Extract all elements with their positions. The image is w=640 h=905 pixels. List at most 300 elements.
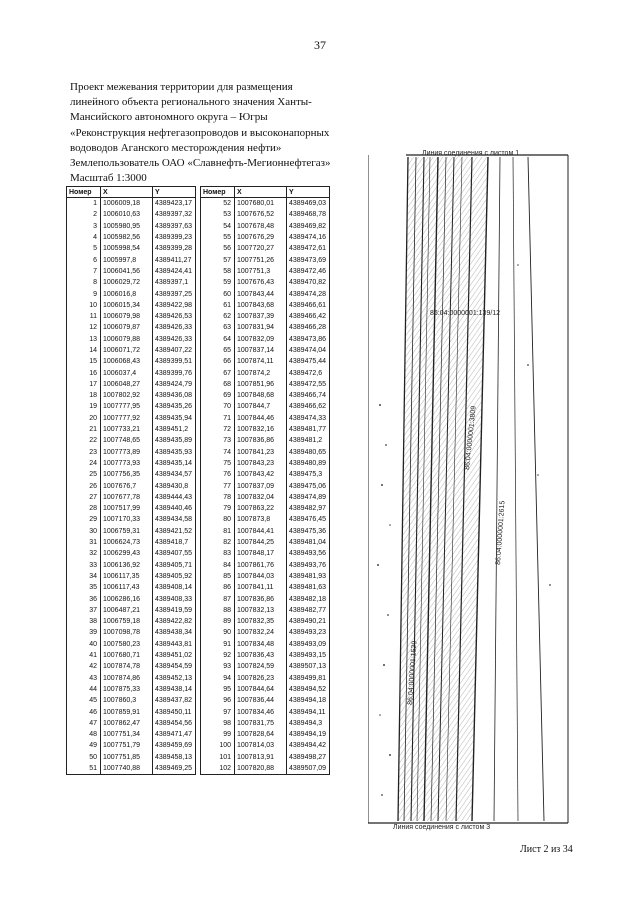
table-row — [201, 560, 330, 571]
table-row — [67, 503, 196, 514]
coordinate-x: 1007828,64 — [235, 729, 287, 740]
table-row — [201, 650, 330, 661]
point-number: 55 — [201, 232, 235, 243]
point-number: 72 — [201, 424, 235, 435]
table-row — [67, 311, 196, 322]
point-number: 14 — [67, 345, 101, 356]
coordinate-y: 4389422,82 — [153, 616, 196, 627]
coordinate-y: 4389466,74 — [287, 390, 330, 401]
coordinate-y: 4389440,46 — [153, 503, 196, 514]
table-row — [67, 232, 196, 243]
coordinate-x: 1007843,44 — [235, 288, 287, 299]
point-number: 29 — [67, 514, 101, 525]
coordinate-x: 1007874,2 — [235, 367, 287, 378]
coordinate-y: 4389474,33 — [287, 413, 330, 424]
coordinate-x: 1007680,01 — [235, 198, 287, 210]
coordinate-y: 4389494,19 — [287, 729, 330, 740]
point-number: 41 — [67, 650, 101, 661]
heading-line: «Реконструкция нефтегазопроводов и высоконапорных — [70, 126, 330, 139]
point-number: 7 — [67, 266, 101, 277]
point-number: 69 — [201, 390, 235, 401]
coordinate-y: 4389435,94 — [153, 413, 196, 424]
table-row — [67, 447, 196, 458]
table-row — [201, 345, 330, 356]
coordinate-y: 4389480,65 — [287, 447, 330, 458]
coordinate-y: 4389397,25 — [153, 288, 196, 299]
table-row — [67, 221, 196, 232]
coordinate-x: 1007676,7 — [101, 480, 153, 491]
coordinate-x: 1007834,48 — [235, 639, 287, 650]
point-number: 21 — [67, 424, 101, 435]
coordinate-x: 1007098,78 — [101, 627, 153, 638]
table-row — [201, 401, 330, 412]
point-number: 42 — [67, 661, 101, 672]
point-number: 56 — [201, 243, 235, 254]
coordinate-y: 4389443,81 — [153, 639, 196, 650]
point-number: 53 — [201, 209, 235, 220]
point-number: 23 — [67, 447, 101, 458]
coordinate-y: 4389454,59 — [153, 661, 196, 672]
coordinate-x: 1007843,42 — [235, 469, 287, 480]
point-number: 97 — [201, 706, 235, 717]
table-row — [201, 469, 330, 480]
point-number: 76 — [201, 469, 235, 480]
point-number: 75 — [201, 458, 235, 469]
point-number: 49 — [67, 740, 101, 751]
coordinate-x: 1006071,72 — [101, 345, 153, 356]
coordinate-x: 1006016,8 — [101, 288, 153, 299]
table-row — [201, 763, 330, 775]
heading-line: Землепользователь ОАО «Славнефть-Мегионнефтегаз» — [70, 157, 331, 170]
coordinate-x: 1007832,13 — [235, 605, 287, 616]
table-row — [201, 729, 330, 740]
coordinate-x: 1007751,26 — [235, 254, 287, 265]
coordinate-y: 4389481,2 — [287, 435, 330, 446]
point-number: 90 — [201, 627, 235, 638]
coordinate-x: 1006759,18 — [101, 616, 153, 627]
coordinate-x: 1006286,16 — [101, 593, 153, 604]
point-number: 38 — [67, 616, 101, 627]
junction-label-top: Линия соединения с листом 1 — [422, 150, 520, 157]
coordinate-y: 4389405,71 — [153, 560, 196, 571]
table-header-row — [67, 187, 196, 198]
point-number: 79 — [201, 503, 235, 514]
point-number: 6 — [67, 254, 101, 265]
coordinate-x: 1007844,46 — [235, 413, 287, 424]
point-number: 24 — [67, 458, 101, 469]
coordinate-y: 4389490,21 — [287, 616, 330, 627]
coordinate-y: 4389494,18 — [287, 695, 330, 706]
point-number: 80 — [201, 514, 235, 525]
coordinate-x: 1005982,56 — [101, 232, 153, 243]
coordinate-x: 1007831,75 — [235, 718, 287, 729]
coordinate-x: 1006041,56 — [101, 266, 153, 277]
coordinate-x: 1006009,18 — [101, 198, 153, 210]
coordinate-y: 4389480,89 — [287, 458, 330, 469]
column-header-x: X — [235, 187, 287, 198]
point-number: 5 — [67, 243, 101, 254]
table-row — [201, 571, 330, 582]
coordinate-y: 4389411,27 — [153, 254, 196, 265]
table-row — [201, 424, 330, 435]
coordinate-y: 4389434,58 — [153, 514, 196, 525]
table-row — [201, 752, 330, 763]
table-row — [201, 367, 330, 378]
table-body — [201, 198, 330, 775]
sheet-counter: Лист 2 из 34 — [520, 844, 573, 855]
coordinate-x: 1007874,86 — [101, 672, 153, 683]
table-row — [67, 729, 196, 740]
coordinate-y: 4389494,3 — [287, 718, 330, 729]
junction-label-bottom: Линия соединения с листом 3 — [393, 824, 491, 831]
coordinate-y: 4389493,15 — [287, 650, 330, 661]
table-row — [67, 616, 196, 627]
point-number: 95 — [201, 684, 235, 695]
table-row — [201, 390, 330, 401]
point-number: 25 — [67, 469, 101, 480]
coordinate-y: 4389399,76 — [153, 367, 196, 378]
coordinate-y: 4389481,77 — [287, 424, 330, 435]
table-row — [67, 356, 196, 367]
coordinate-y: 4389407,55 — [153, 548, 196, 559]
heading-line: Масштаб 1:3000 — [70, 172, 147, 185]
table-row — [67, 639, 196, 650]
coordinate-x: 1006048,27 — [101, 379, 153, 390]
coordinate-y: 4389426,33 — [153, 322, 196, 333]
column-header-number: Номер — [201, 187, 235, 198]
table-row — [67, 458, 196, 469]
coordinate-y: 4389468,78 — [287, 209, 330, 220]
table-row — [201, 582, 330, 593]
table-row — [67, 480, 196, 491]
coordinate-y: 4389482,97 — [287, 503, 330, 514]
coordinate-x: 1007859,91 — [101, 706, 153, 717]
column-header-number: Номер — [67, 187, 101, 198]
point-number: 70 — [201, 401, 235, 412]
coordinate-y: 4389473,86 — [287, 334, 330, 345]
coordinate-y: 4389434,57 — [153, 469, 196, 480]
coordinate-y: 4389474,28 — [287, 288, 330, 299]
coordinate-x: 1007813,91 — [235, 752, 287, 763]
coordinate-y: 4389507,13 — [287, 661, 330, 672]
coordinate-x: 1005980,95 — [101, 221, 153, 232]
table-row — [67, 345, 196, 356]
coordinate-x: 1007834,46 — [235, 706, 287, 717]
coordinate-x: 1007848,17 — [235, 548, 287, 559]
point-number: 86 — [201, 582, 235, 593]
coordinate-x: 1007875,33 — [101, 684, 153, 695]
coordinate-y: 4389498,27 — [287, 752, 330, 763]
point-number: 43 — [67, 672, 101, 683]
point-number: 54 — [201, 221, 235, 232]
coordinate-y: 4389437,82 — [153, 695, 196, 706]
table-row — [67, 571, 196, 582]
coordinate-y: 4389472,55 — [287, 379, 330, 390]
coordinates-table-right — [200, 186, 330, 775]
coordinate-x: 1007773,93 — [101, 458, 153, 469]
point-number: 63 — [201, 322, 235, 333]
coordinate-x: 1007836,43 — [235, 650, 287, 661]
coordinate-y: 4389493,09 — [287, 639, 330, 650]
point-number: 3 — [67, 221, 101, 232]
table-row — [67, 198, 196, 210]
point-number: 47 — [67, 718, 101, 729]
coordinate-x: 1007677,78 — [101, 492, 153, 503]
point-number: 26 — [67, 480, 101, 491]
table-row — [201, 706, 330, 717]
coordinate-x: 1007860,3 — [101, 695, 153, 706]
coordinate-x: 1007832,04 — [235, 492, 287, 503]
table-row — [201, 334, 330, 345]
coordinate-x: 1006624,73 — [101, 537, 153, 548]
coordinate-x: 1006015,34 — [101, 300, 153, 311]
table-row — [67, 300, 196, 311]
coordinate-x: 1007676,43 — [235, 277, 287, 288]
coordinate-y: 4389408,14 — [153, 582, 196, 593]
table-row — [67, 548, 196, 559]
coordinate-y: 4389482,18 — [287, 593, 330, 604]
coordinates-table-left — [66, 186, 196, 775]
point-number: 17 — [67, 379, 101, 390]
table-row — [201, 254, 330, 265]
coordinate-y: 4389473,69 — [287, 254, 330, 265]
coordinate-x: 1007863,22 — [235, 503, 287, 514]
coordinate-y: 4389399,28 — [153, 243, 196, 254]
coordinate-y: 4389474,89 — [287, 492, 330, 503]
table-row — [67, 435, 196, 446]
table-row — [67, 672, 196, 683]
coordinate-x: 1007756,35 — [101, 469, 153, 480]
table-row — [201, 740, 330, 751]
coordinate-x: 1007861,76 — [235, 560, 287, 571]
coordinate-y: 4389474,04 — [287, 345, 330, 356]
table-row — [67, 367, 196, 378]
coordinate-x: 1006759,31 — [101, 526, 153, 537]
point-number: 39 — [67, 627, 101, 638]
point-number: 40 — [67, 639, 101, 650]
coordinate-y: 4389494,11 — [287, 706, 330, 717]
coordinate-y: 4389466,28 — [287, 322, 330, 333]
coordinate-x: 1007777,92 — [101, 413, 153, 424]
table-row — [67, 390, 196, 401]
point-number: 98 — [201, 718, 235, 729]
point-number: 10 — [67, 300, 101, 311]
coordinate-y: 4389450,11 — [153, 706, 196, 717]
table-row — [201, 616, 330, 627]
table-row — [67, 650, 196, 661]
table-row — [201, 492, 330, 503]
point-number: 84 — [201, 560, 235, 571]
table-row — [67, 560, 196, 571]
coordinate-x: 1007740,88 — [101, 763, 153, 775]
table-row — [201, 537, 330, 548]
page-number: 37 — [314, 38, 326, 52]
coordinate-x: 1007841,11 — [235, 582, 287, 593]
coordinate-y: 4389466,62 — [287, 401, 330, 412]
table-row — [67, 718, 196, 729]
coordinate-y: 4389430,8 — [153, 480, 196, 491]
table-row — [67, 322, 196, 333]
coordinate-x: 1007874,78 — [101, 661, 153, 672]
table-row — [67, 288, 196, 299]
cadastral-number-label: 86:04:0000001:2615 — [495, 500, 507, 566]
coordinate-x: 1006037,4 — [101, 367, 153, 378]
coordinate-x: 1007824,59 — [235, 661, 287, 672]
table-row — [67, 254, 196, 265]
coordinate-x: 1007832,24 — [235, 627, 287, 638]
table-row — [201, 322, 330, 333]
coordinate-x: 1007844,25 — [235, 537, 287, 548]
coordinate-y: 4389482,77 — [287, 605, 330, 616]
table-row — [201, 605, 330, 616]
coordinate-y: 4389424,41 — [153, 266, 196, 277]
table-header-row — [201, 187, 330, 198]
point-number: 48 — [67, 729, 101, 740]
point-number: 61 — [201, 300, 235, 311]
point-number: 92 — [201, 650, 235, 661]
table-row — [67, 413, 196, 424]
table-row — [67, 706, 196, 717]
coordinate-x: 1007676,29 — [235, 232, 287, 243]
coordinate-y: 4389466,61 — [287, 300, 330, 311]
coordinate-y: 4389399,23 — [153, 232, 196, 243]
coordinate-y: 4389474,16 — [287, 232, 330, 243]
coordinate-x: 1007680,71 — [101, 650, 153, 661]
coordinate-y: 4389421,52 — [153, 526, 196, 537]
table-row — [67, 209, 196, 220]
point-number: 2 — [67, 209, 101, 220]
table-row — [67, 492, 196, 503]
coordinate-x: 1007802,92 — [101, 390, 153, 401]
survey-drawing-svg — [368, 145, 588, 835]
table-body — [67, 198, 196, 775]
table-row — [201, 548, 330, 559]
column-header-y: Y — [153, 187, 196, 198]
coordinate-y: 4389481,04 — [287, 537, 330, 548]
point-number: 58 — [201, 266, 235, 277]
table-row — [67, 277, 196, 288]
table-row — [201, 243, 330, 254]
coordinate-x: 1005997,8 — [101, 254, 153, 265]
point-number: 44 — [67, 684, 101, 695]
coordinate-y: 4389435,14 — [153, 458, 196, 469]
point-number: 66 — [201, 356, 235, 367]
table-row — [67, 424, 196, 435]
coordinate-y: 4389475,3 — [287, 469, 330, 480]
survey-drawing — [368, 145, 588, 835]
coordinate-y: 4389426,53 — [153, 311, 196, 322]
table-row — [67, 334, 196, 345]
table-row — [201, 288, 330, 299]
point-number: 60 — [201, 288, 235, 299]
coordinate-y: 4389459,69 — [153, 740, 196, 751]
coordinate-x: 1007843,68 — [235, 300, 287, 311]
table-row — [67, 537, 196, 548]
table-row — [201, 311, 330, 322]
coordinate-y: 4389469,03 — [287, 198, 330, 210]
point-number: 102 — [201, 763, 235, 775]
coordinate-x: 1007837,39 — [235, 311, 287, 322]
coordinate-x: 1006117,43 — [101, 582, 153, 593]
table-row — [67, 593, 196, 604]
cadastral-number-label: 86:04:0000001:1529 — [407, 640, 419, 706]
point-number: 13 — [67, 334, 101, 345]
coordinate-x: 1006010,63 — [101, 209, 153, 220]
point-number: 65 — [201, 345, 235, 356]
table-row — [201, 661, 330, 672]
coordinate-y: 4389418,7 — [153, 537, 196, 548]
table-row — [67, 379, 196, 390]
coordinate-x: 1007851,96 — [235, 379, 287, 390]
coordinate-x: 1007844,03 — [235, 571, 287, 582]
coordinate-x: 1007814,03 — [235, 740, 287, 751]
table-row — [201, 695, 330, 706]
coordinate-x: 1007773,89 — [101, 447, 153, 458]
table-row — [201, 458, 330, 469]
coordinate-y: 4389397,1 — [153, 277, 196, 288]
point-number: 94 — [201, 672, 235, 683]
point-number: 85 — [201, 571, 235, 582]
coordinate-x: 1007678,48 — [235, 221, 287, 232]
point-number: 15 — [67, 356, 101, 367]
table-row — [67, 763, 196, 775]
coordinate-x: 1007751,3 — [235, 266, 287, 277]
point-number: 59 — [201, 277, 235, 288]
heading-line: Мансийского автономного округа – Югры — [70, 111, 268, 124]
coordinate-y: 4389451,2 — [153, 424, 196, 435]
table-row — [67, 401, 196, 412]
table-row — [201, 300, 330, 311]
point-number: 31 — [67, 537, 101, 548]
coordinate-y: 4389407,22 — [153, 345, 196, 356]
point-number: 52 — [201, 198, 235, 210]
coordinate-x: 1007832,35 — [235, 616, 287, 627]
point-number: 82 — [201, 537, 235, 548]
table-row — [67, 661, 196, 672]
point-number: 30 — [67, 526, 101, 537]
coordinate-x: 1007832,16 — [235, 424, 287, 435]
coordinate-x: 1007720,27 — [235, 243, 287, 254]
coordinate-x: 1006079,88 — [101, 334, 153, 345]
coordinate-x: 1007820,88 — [235, 763, 287, 775]
coordinate-y: 4389493,76 — [287, 560, 330, 571]
point-number: 12 — [67, 322, 101, 333]
coordinate-x: 1007676,52 — [235, 209, 287, 220]
coordinate-y: 4389481,63 — [287, 582, 330, 593]
coordinate-y: 4389399,51 — [153, 356, 196, 367]
point-number: 68 — [201, 379, 235, 390]
point-number: 71 — [201, 413, 235, 424]
point-number: 100 — [201, 740, 235, 751]
table-row — [201, 639, 330, 650]
coordinate-x: 1007841,23 — [235, 447, 287, 458]
coordinate-x: 1006487,21 — [101, 605, 153, 616]
point-number: 64 — [201, 334, 235, 345]
table-row — [67, 469, 196, 480]
coordinate-x: 1006079,98 — [101, 311, 153, 322]
coordinate-y: 4389424,79 — [153, 379, 196, 390]
table-row — [201, 435, 330, 446]
coordinate-x: 1007844,64 — [235, 684, 287, 695]
table-row — [201, 413, 330, 424]
point-number: 67 — [201, 367, 235, 378]
point-number: 81 — [201, 526, 235, 537]
point-number: 57 — [201, 254, 235, 265]
table-row — [201, 672, 330, 683]
table-row — [201, 447, 330, 458]
coordinate-y: 4389469,25 — [153, 763, 196, 775]
table-row — [67, 740, 196, 751]
